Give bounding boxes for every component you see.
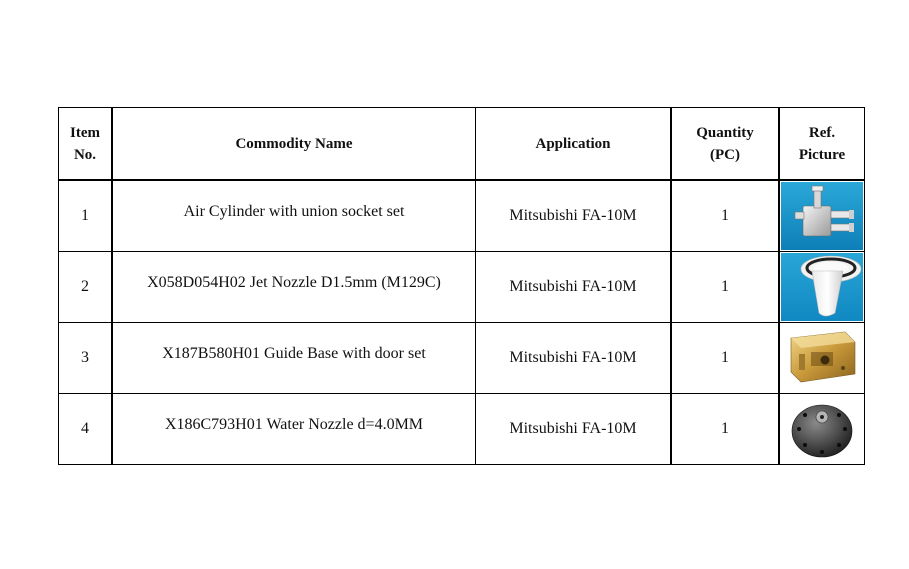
cell-quantity: 1 xyxy=(671,180,779,252)
guide-base-photo xyxy=(781,324,863,392)
table-row xyxy=(59,180,865,252)
header-application: Application xyxy=(476,108,672,181)
water-nozzle-photo xyxy=(781,395,863,463)
cell-commodity-name xyxy=(112,394,476,465)
cell-application: Mitsubishi FA-10M xyxy=(476,252,672,323)
cell-commodity-name xyxy=(112,252,476,323)
commodity-name-text: Air Cylinder with union socket set xyxy=(183,203,405,220)
cell-picture xyxy=(779,323,865,394)
jet-nozzle-photo xyxy=(781,253,863,321)
commodity-name-text: X186C793H01 Water Nozzle d=4.0MM xyxy=(164,416,424,433)
commodity-name-text: X187B580H01 Guide Base with door set xyxy=(162,345,426,362)
table-row xyxy=(59,323,865,394)
cell-picture xyxy=(779,180,865,252)
air-cylinder-photo xyxy=(781,182,863,250)
cell-application: Mitsubishi FA-10M xyxy=(476,394,672,465)
cell-application: Mitsubishi FA-10M xyxy=(476,323,672,394)
header-quantity: Quantity (PC) xyxy=(671,108,779,181)
cell-quantity: 1 xyxy=(671,323,779,394)
cell-commodity-name xyxy=(112,180,476,252)
header-picture: Ref. Picture xyxy=(779,108,865,181)
cell-picture xyxy=(779,252,865,323)
commodity-name-text: X058D054H02 Jet Nozzle D1.5mm (M129C) xyxy=(147,274,441,291)
cell-picture xyxy=(779,394,865,465)
cell-item: 4 xyxy=(59,394,113,465)
table-row xyxy=(59,252,865,323)
parts-table xyxy=(58,107,865,465)
cell-commodity-name xyxy=(112,323,476,394)
header-item: Item No. xyxy=(59,108,113,181)
header-row xyxy=(59,108,865,181)
cell-application: Mitsubishi FA-10M xyxy=(476,180,672,252)
cell-item: 3 xyxy=(59,323,113,394)
cell-item: 1 xyxy=(59,180,113,252)
table-row xyxy=(59,394,865,465)
cell-quantity: 1 xyxy=(671,394,779,465)
cell-item: 2 xyxy=(59,252,113,323)
header-commodity-name: Commodity Name xyxy=(112,108,476,181)
cell-quantity: 1 xyxy=(671,252,779,323)
